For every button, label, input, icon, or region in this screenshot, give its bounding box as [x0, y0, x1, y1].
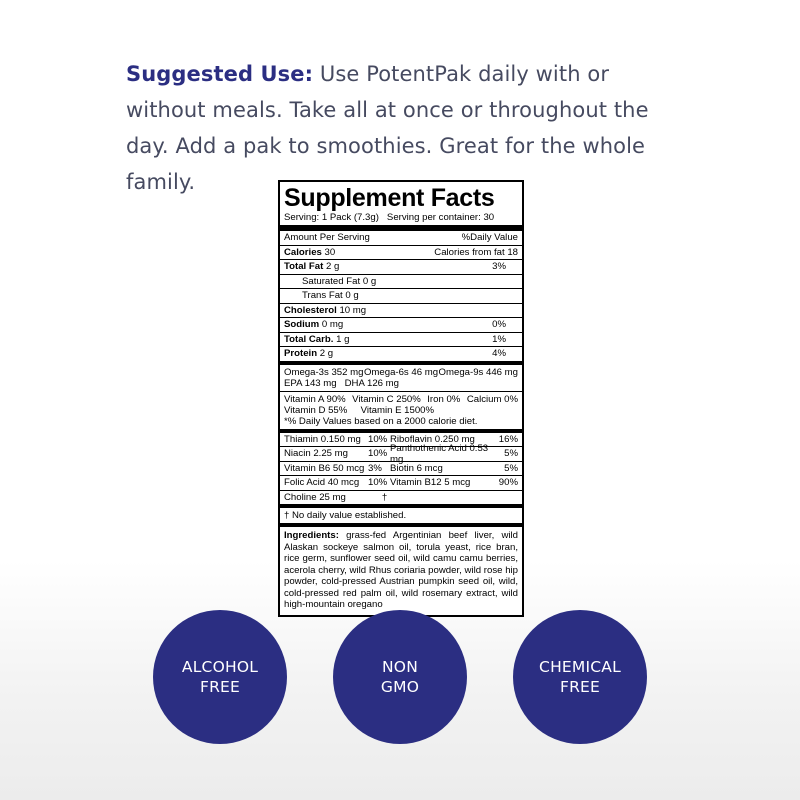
nutrient-label: Trans Fat	[302, 290, 343, 302]
nutrient-amount: 1 g	[336, 333, 350, 345]
micro-dv: 10%	[368, 477, 388, 489]
choline: Choline 25 mg	[284, 491, 346, 503]
badge-line: FREE	[559, 678, 601, 696]
micro-name: Niacin 2.25 mg	[284, 448, 348, 460]
dagger-mark: †	[381, 491, 388, 503]
micro-dv: 5%	[504, 462, 518, 474]
micro-dv: 10%	[368, 448, 388, 460]
nutrient-dv: 0%	[492, 319, 506, 331]
micro-dv: 90%	[498, 477, 518, 489]
suggested-use-body: Use PotentPak daily with or without meals. Take all at once or throughout the day. Add a pak to smoothies. Great for the whole family.	[126, 62, 649, 194]
non-gmo-badge	[333, 610, 467, 744]
choline-row	[280, 491, 522, 509]
micro-name: Folic Acid 40 mcg	[284, 477, 360, 489]
micro-name: Panthothenic Acid 0.53 mg	[390, 442, 489, 465]
omega-block	[280, 365, 522, 392]
micro-name: Thiamin 0.150 mg	[284, 433, 361, 445]
micro-dv: 5%	[504, 448, 518, 460]
nutrient-row	[280, 318, 522, 333]
supplement-facts-panel	[278, 180, 524, 617]
calcium: Calcium 0%	[466, 393, 518, 405]
footnote: † No daily value established.	[280, 508, 522, 527]
nutrient-dv: 3%	[492, 261, 506, 273]
micronutrient-row	[280, 476, 522, 491]
suggested-use-heading: Suggested Use:	[126, 62, 314, 86]
nutrient-row	[280, 333, 522, 348]
micro-dv: 10%	[368, 433, 388, 445]
nutrient-row	[280, 347, 522, 365]
nutrient-amount: 2 g	[319, 348, 334, 360]
nutrient-row	[280, 260, 522, 275]
iron: Iron 0%	[427, 393, 461, 405]
nutrient-row	[280, 289, 522, 304]
nutrient-row	[280, 304, 522, 319]
epa-dha: EPA 143 mg DHA 126 mg	[284, 377, 400, 389]
serving-info	[280, 212, 522, 231]
micro-name: Riboflavin 0.250 mg	[390, 433, 475, 445]
calories-value: 30	[324, 246, 336, 258]
ingredients-text: grass-fed Argentinian beef liver, wild Alaskan sockeye salmon oil, torula yeast, rice bran, rice germ, sunflower seed oil, wild camu camu berries, acerola cherry, wild Rhus coriaria powder, wild rose hip powder, cold-pressed Austrian pumpkin seed oil, wild, cold-pressed red palm oil, wild rosemary extract, wild high-mountain oregano	[284, 530, 518, 610]
calories-from-fat: Calories from fat 18	[434, 246, 518, 258]
nutrient-amount: 0 g	[345, 290, 359, 302]
nutrient-amount: 10 mg	[339, 304, 367, 316]
nutrient-label: Total Carb.	[284, 333, 334, 345]
facts-title: Supplement Facts	[284, 184, 495, 212]
nutrient-dv: 1%	[492, 333, 506, 345]
amount-header-row	[280, 231, 522, 246]
micro-dv: 3%	[368, 462, 382, 474]
badge-line: GMO	[380, 678, 420, 696]
vitamin-a: Vitamin A 90%	[284, 393, 346, 405]
chemical-free-badge	[513, 610, 647, 744]
nutrient-label: Saturated Fat	[302, 275, 361, 287]
nutrient-label: Cholesterol	[284, 304, 337, 316]
nutrient-amount: 0 mg	[321, 319, 344, 331]
vitamin-block	[280, 392, 522, 433]
omega-9: Omega-9s 446 mg	[438, 366, 518, 378]
nutrient-amount: 2 g	[325, 261, 340, 273]
micro-name: Biotin 6 mcg	[390, 462, 443, 474]
badge-line: CHEMICAL	[539, 658, 621, 676]
omega-3: Omega-3s 352 mg	[284, 366, 364, 378]
vitamin-d-e: Vitamin D 55% Vitamin E 1500%	[284, 404, 435, 416]
nutrient-row	[280, 275, 522, 290]
dv-header: %Daily Value	[461, 232, 518, 244]
nutrient-dv: 4%	[492, 348, 506, 360]
suggested-use-text	[126, 56, 686, 200]
nutrient-label: Protein	[284, 348, 318, 360]
micro-name: Vitamin B6 50 mcg	[284, 462, 365, 474]
micronutrient-row	[280, 462, 522, 477]
alcohol-free-badge	[153, 610, 287, 744]
vitamin-c: Vitamin C 250%	[352, 393, 421, 405]
calories-row	[280, 246, 522, 261]
micronutrient-row	[280, 442, 522, 465]
nutrient-amount: 0 g	[362, 275, 377, 287]
micro-dv: 16%	[498, 433, 518, 445]
badge-line: ALCOHOL	[181, 658, 259, 676]
ingredients-label: Ingredients:	[284, 530, 339, 541]
omega-6: Omega-6s 46 mg	[363, 366, 439, 378]
nutrient-label: Sodium	[284, 319, 320, 331]
micro-name: Vitamin B12 5 mcg	[390, 477, 471, 489]
servings-per-container: Serving per container: 30	[386, 212, 495, 223]
badge-line: FREE	[199, 678, 241, 696]
nutrient-label: Total Fat	[284, 261, 324, 273]
calories-label: Calories	[284, 246, 322, 258]
amount-header: Amount Per Serving	[284, 232, 370, 244]
ingredients	[280, 527, 522, 615]
serving-size: Serving: 1 Pack (7.3g)	[284, 212, 379, 223]
daily-value-note: *% Daily Values based on a 2000 calorie diet.	[284, 415, 478, 427]
badge-line: NON	[382, 658, 418, 676]
